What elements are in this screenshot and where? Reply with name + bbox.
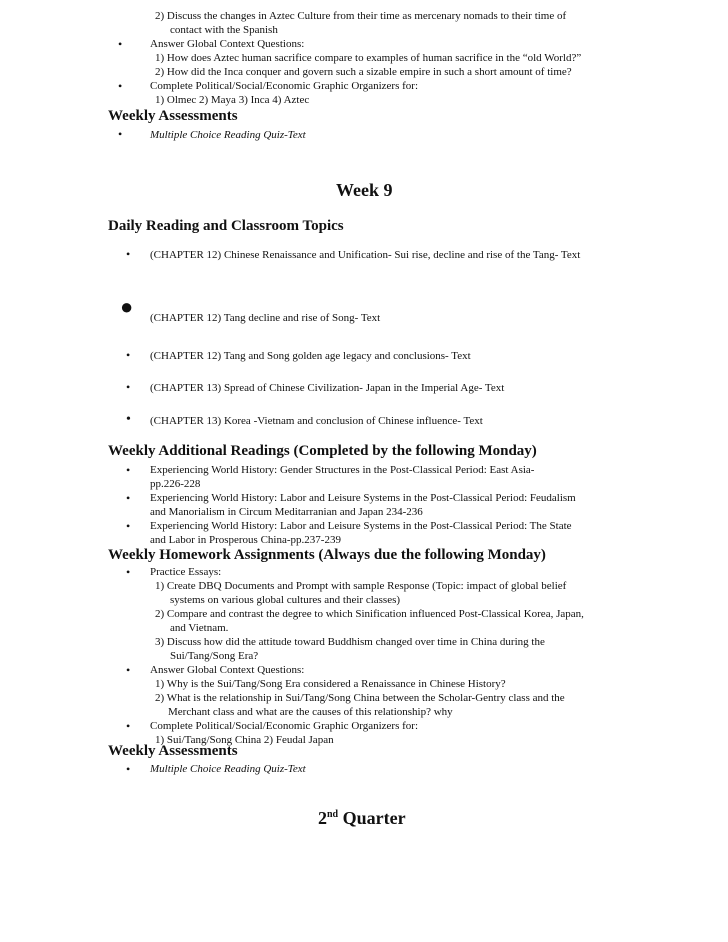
daily-topic-2: (CHAPTER 12) Tang decline and rise of Song- Text: [150, 312, 381, 324]
additional-reading-1-line1: Experiencing World History: Gender Structures in the Post-Classical Period: East Asia-: [150, 464, 535, 476]
practice-essays-label: Practice Essays:: [150, 566, 222, 578]
bullet: •: [126, 247, 131, 261]
daily-reading-heading: Daily Reading and Classroom Topics: [108, 218, 344, 234]
organizers-list: 1) Olmec 2) Maya 3) Inca 4) Aztec: [155, 94, 310, 106]
essay-3-line2: Sui/Tang/Song Era?: [170, 650, 259, 662]
bullet: •: [126, 519, 131, 533]
essay-3-line1: 3) Discuss how did the attitude toward Buddhism changed over time in China during the: [155, 636, 545, 648]
organizers-label: Complete Political/Social/Economic Graphic Organizers for:: [150, 720, 419, 732]
bullet: •: [126, 412, 131, 427]
homework-heading: Weekly Homework Assignments (Always due the following Monday): [108, 547, 546, 563]
bullet: •: [126, 380, 131, 394]
additional-reading-1-line2: pp.226-228: [150, 478, 201, 490]
daily-topic-3: (CHAPTER 12) Tang and Song golden age legacy and conclusions- Text: [150, 350, 471, 362]
essay-2-line1: 2) Compare and contrast the degree to which Sinification influenced Post-Classical Korea, Japan,: [155, 608, 584, 620]
bullet: •: [118, 127, 123, 141]
global-question-2-line1: 2) What is the relationship in Sui/Tang/Song China between the Scholar-Gentry class and the: [155, 692, 565, 704]
additional-reading-2-line1: Experiencing World History: Labor and Leisure Systems in the Post-Classical Period: Feudalism: [150, 492, 576, 504]
additional-reading-2-line2: and Manorialism in Circum Meditarranian and Japan 234-236: [150, 506, 423, 518]
bullet: •: [126, 762, 131, 776]
essay-1-line1: 1) Create DBQ Documents and Prompt with sample Response (Topic: impact of global belief: [155, 580, 567, 592]
organizers-label: Complete Political/Social/Economic Graphic Organizers for:: [150, 80, 419, 92]
daily-topic-5: (CHAPTER 13) Korea -Vietnam and conclusion of Chinese influence- Text: [150, 415, 483, 427]
global-context-label: Answer Global Context Questions:: [150, 38, 305, 50]
bullet: •: [126, 719, 131, 733]
assessment-item: Multiple Choice Reading Quiz-Text: [150, 763, 306, 775]
week-title: Week 9: [336, 180, 393, 200]
assessment-item: Multiple Choice Reading Quiz-Text: [150, 129, 306, 141]
essay-1-line2: systems on various global cultures and their classes): [170, 594, 401, 606]
bullet: •: [126, 663, 131, 677]
quarter-suffix: nd: [327, 809, 339, 820]
weekly-assessments-heading: Weekly Assessments: [108, 743, 238, 759]
bullet: •: [118, 79, 123, 93]
additional-readings-heading: Weekly Additional Readings (Completed by the following Monday): [108, 443, 537, 459]
weekly-assessments-heading: Weekly Assessments: [108, 108, 238, 124]
essay-item-2-line2: contact with the Spanish: [170, 24, 278, 36]
bullet: •: [126, 565, 131, 579]
organizers-list: 1) Sui/Tang/Song China 2) Feudal Japan: [155, 734, 334, 746]
quarter-word: Quarter: [342, 808, 406, 828]
quarter-title: [318, 808, 406, 828]
quarter-number: 2: [318, 808, 327, 828]
global-question-2: 2) How did the Inca conquer and govern such a sizable empire in such a short amount of time?: [155, 66, 572, 78]
global-question-1: 1) How does Aztec human sacrifice compare to examples of human sacrifice in the “old World?”: [155, 52, 582, 64]
additional-reading-3-line2: and Labor in Prosperous China-pp.237-239: [150, 534, 341, 546]
global-context-label: Answer Global Context Questions:: [150, 664, 305, 676]
bullet: •: [126, 491, 131, 505]
daily-topic-1: (CHAPTER 12) Chinese Renaissance and Unification- Sui rise, decline and rise of the Tang- Text: [150, 249, 581, 261]
bullet: •: [126, 463, 131, 477]
bullet: •: [126, 348, 131, 362]
essay-2-line2: and Vietnam.: [170, 622, 229, 634]
bullet-large: ●: [120, 294, 134, 319]
daily-topic-4: (CHAPTER 13) Spread of Chinese Civilization- Japan in the Imperial Age- Text: [150, 382, 505, 394]
bullet: •: [118, 37, 123, 51]
additional-reading-3-line1: Experiencing World History: Labor and Leisure Systems in the Post-Classical Period: The State: [150, 520, 572, 532]
global-question-2-line2: Merchant class and what are the causes of this relationship? why: [168, 706, 453, 718]
essay-item-2-line1: 2) Discuss the changes in Aztec Culture from their time as mercenary nomads to their time of: [155, 10, 567, 22]
global-question-1: 1) Why is the Sui/Tang/Song Era considered a Renaissance in Chinese History?: [155, 678, 506, 690]
